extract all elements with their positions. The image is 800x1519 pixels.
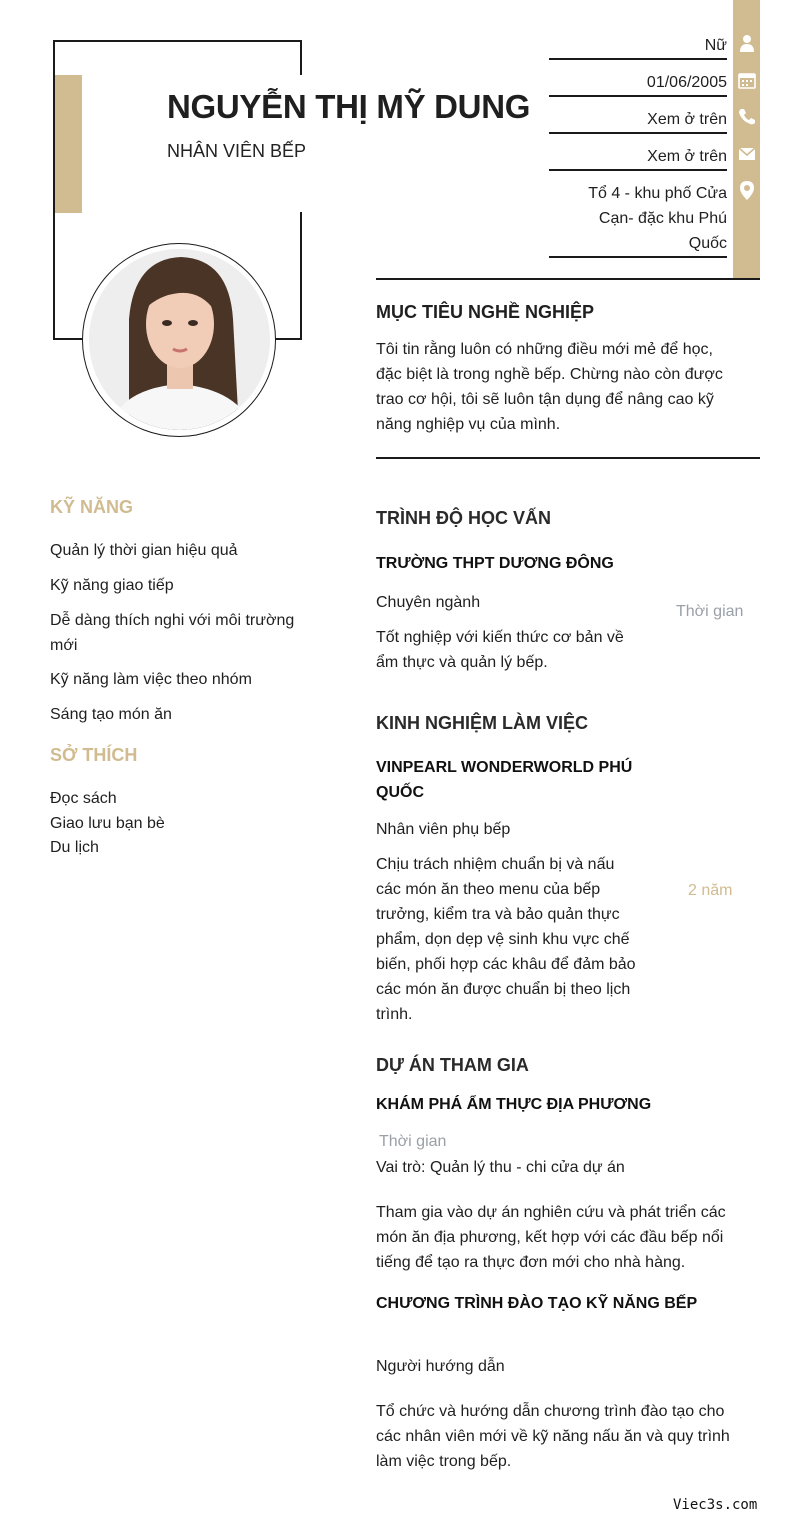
skill-item-continued: mới [50,637,78,654]
mail-icon [737,144,757,164]
experience-description-line: các món ăn được chuẩn bị theo lịch [376,981,631,998]
header-frame-bottom-left [53,338,83,340]
project-description-line: Tổ chức và hướng dẫn chương trình đào tạo cho [376,1403,725,1420]
skill-item: Kỹ năng làm việc theo nhóm [50,671,252,688]
person-icon [737,33,757,53]
contact-divider [549,256,727,258]
objective-top-divider [376,278,760,280]
objective-line: Tôi tin rằng luôn có những điều mới mẻ để học, [376,341,713,358]
experience-company-line: QUỐC [376,784,424,801]
contact-birthday: 01/06/2005 [646,74,727,91]
project-description [376,1399,760,1474]
candidate-position: NHÂN VIÊN BẾP [167,141,307,161]
contact-divider [549,58,727,60]
project-time: Thời gian [379,1133,447,1150]
experience-description [376,852,666,1027]
contact-divider [549,95,727,97]
project-description-line: Tham gia vào dự án nghiên cứu và phát triển các [376,1204,726,1221]
education-major: Chuyên ngành [376,594,481,611]
header-frame-right-top [300,40,302,75]
contact-divider [549,132,727,134]
project-name: KHÁM PHÁ ẨM THỰC ĐỊA PHƯƠNG [376,1096,652,1113]
experience-description-line: Chịu trách nhiệm chuẩn bị và nấu [376,856,615,873]
objective-bottom-divider [376,457,760,459]
skill-item: Quản lý thời gian hiệu quả [50,542,238,559]
hobby-item: Du lịch [50,839,99,856]
header-frame-right-bottom [300,212,302,340]
experience-company [376,755,632,805]
objective-line: đặc biệt là trong nghề bếp. Chừng nào còn được [376,366,723,383]
project-role: Vai trò: Quản lý thu - chi cửa dự án [376,1159,625,1176]
hobby-item: Giao lưu bạn bè [50,815,165,832]
contact-address-line: Quốc [688,235,727,252]
header-frame-bottom-right [272,338,302,340]
education-title: TRÌNH ĐỘ HỌC VẤN [376,508,551,528]
watermark: Viec3s.com [673,1497,758,1513]
skill-item: Kỹ năng giao tiếp [50,577,174,594]
projects-title: DỰ ÁN THAM GIA [376,1055,529,1075]
objective-line: năng nghiệp vụ của mình. [376,416,561,433]
contact-phone: Xem ở trên [647,111,727,128]
experience-duration: 2 năm [688,882,733,899]
avatar-portrait-icon [89,249,270,430]
hobbies-title: SỞ THÍCH [50,745,138,765]
skills-title: KỸ NĂNG [50,497,134,517]
hobby-item: Đọc sách [50,790,117,807]
education-school: TRƯỜNG THPT DƯƠNG ĐÔNG [376,555,614,572]
project-description-line: tiếng để tạo ra thực đơn mới cho nhà hàng. [376,1254,686,1271]
experience-role: Nhân viên phụ bếp [376,821,511,838]
header-frame-top [53,40,302,42]
project-name: CHƯƠNG TRÌNH ĐÀO TẠO KỸ NĂNG BẾP [376,1295,698,1312]
accent-bar [55,75,82,213]
education-description-line: Tốt nghiệp với kiến thức cơ bản về [376,629,624,646]
experience-description-line: phẩm, dọn dẹp vệ sinh khu vực chế [376,931,630,948]
contact-address-line: Tổ 4 - khu phố Cửa [588,185,727,202]
contact-divider [549,169,727,171]
skill-item: Dễ dàng thích nghi với môi trường [50,612,295,629]
experience-description-line: biến, phối hợp các khâu để đảm bảo [376,956,636,973]
phone-icon [737,107,757,127]
location-icon [737,180,757,200]
objective-title: MỤC TIÊU NGHỀ NGHIỆP [376,302,595,322]
project-description-line: món ăn địa phương, kết hợp với các đầu bếp nổi [376,1229,724,1246]
experience-description-line: trưởng, kiểm tra và bảo quản thực [376,906,620,923]
experience-description-line: các món ăn theo menu của bếp [376,881,601,898]
contact-email: Xem ở trên [647,148,727,165]
skill-item: Sáng tạo món ăn [50,706,172,723]
contact-address-line: Cạn- đặc khu Phú [598,210,727,227]
contact-gender: Nữ [704,37,727,54]
project-description-line: làm việc trong bếp. [376,1453,512,1470]
project-description [376,1200,760,1275]
experience-company-line: VINPEARL WONDERWORLD PHÚ [376,759,633,776]
avatar [89,249,270,430]
objective-line: trao cơ hội, tôi sẽ luôn tận dụng để nâng cao kỹ [376,391,714,408]
objective-text [376,337,760,437]
education-time: Thời gian [676,603,744,620]
contact-address [549,181,727,256]
education-description [376,625,666,675]
experience-description-line: trình. [376,1006,413,1023]
experience-title: KINH NGHIỆM LÀM VIỆC [376,713,589,733]
project-role: Người hướng dẫn [376,1358,505,1375]
calendar-icon [737,70,757,90]
candidate-name: NGUYỄN THỊ MỸ DUNG [167,88,531,125]
education-description-line: ẩm thực và quản lý bếp. [376,654,548,671]
project-description-line: các nhân viên mới về kỹ năng nấu ăn và quy trình [376,1428,730,1445]
